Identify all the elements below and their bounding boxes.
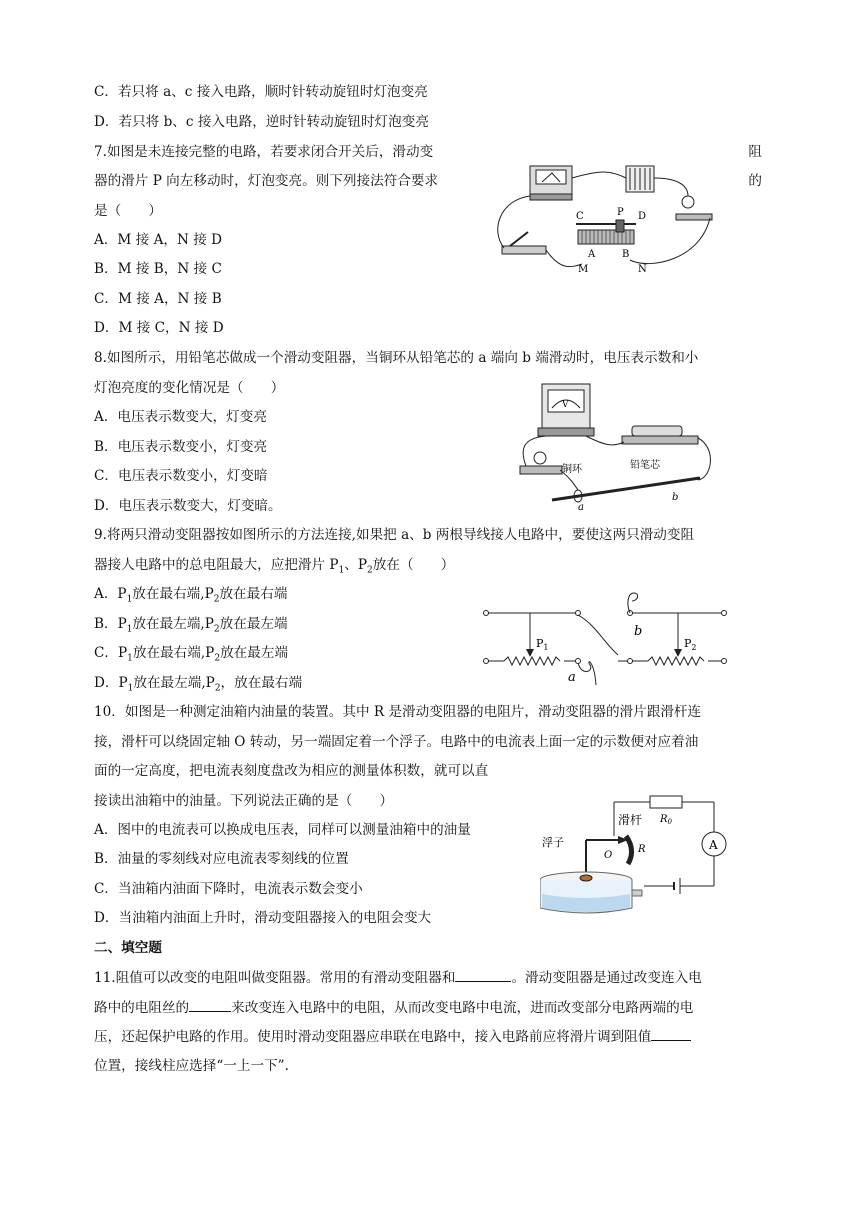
q11-line4: 位置，接线柱应选择“一上一下”. bbox=[94, 1058, 289, 1074]
q10-stem-line1: 10．如图是一种测定油箱内油量的装置。其中 R 是滑动变阻器的电阻片，滑动变阻器的滑片跟滑杆连 bbox=[94, 704, 702, 720]
q10-option-b: B．油量的零刻线对应电流表零刻线的位置 bbox=[94, 851, 349, 867]
q7-circuit-figure bbox=[490, 160, 720, 280]
q7-label-m: M bbox=[578, 264, 589, 275]
q11-blank-2[interactable] bbox=[189, 998, 231, 1012]
q8-circuit-figure bbox=[512, 378, 717, 513]
q8-label-b: b bbox=[672, 492, 679, 503]
q11-line1: 11.阻值可以改变的电阻叫做变阻器。常用的有滑动变阻器和 。滑动变阻器是通过改变连入电 bbox=[94, 970, 702, 986]
q7-label-b: B bbox=[622, 249, 630, 260]
q9-stem-line1: 9.将两只滑动变阻器按如图所示的方法连接,如果把 a、b 两根导线接人电路中，要使这两只滑动变阻 bbox=[94, 527, 695, 543]
q9-option-a: A．$P_1$放在最右端$,P_2$放在最右端 bbox=[94, 586, 288, 605]
q10-label-r: R bbox=[638, 844, 646, 855]
q11-line2: 路中的电阻丝的 来改变连入电路中的电阻，从而改变电路中电流，进而改变部分电路两端的电 bbox=[94, 1000, 694, 1016]
q9-label-a: a bbox=[568, 670, 576, 685]
section-title-fill-in: 二、填空题 bbox=[94, 940, 162, 956]
q11-blank-3[interactable] bbox=[651, 1027, 691, 1041]
q10-stem-line2: 接，滑杆可以绕固定轴 O 转动，另一端固定着一个浮子。电路中的电流表上面一定的示数便对应着油 bbox=[94, 734, 699, 750]
q8-label-v: V bbox=[562, 400, 569, 410]
q10-oil-gauge-figure bbox=[540, 790, 740, 920]
q9-rheostat-figure bbox=[478, 585, 728, 690]
q8-option-a: A．电压表示数变大，灯变亮 bbox=[94, 409, 267, 425]
q10-option-a: A．图中的电流表可以换成电压表，同样可以测量油箱中的油量 bbox=[94, 822, 471, 838]
q7-stem-line2-end: 的 bbox=[748, 173, 762, 189]
q6-option-c: C．若只将 a、c 接入电路，顺时针转动旋钮时灯泡变亮 bbox=[94, 84, 428, 100]
q10-label-float: 浮子 bbox=[542, 836, 564, 849]
q7-stem-line1: 7.如图是未连接完整的电路，若要求闭合开关后，滑动变 bbox=[94, 144, 434, 160]
q8-stem-line1: 8.如图所示，用铅笔芯做成一个滑动变阻器，当铜环从铅笔芯的 a 端向 b 端滑动时，电压表示数和小 bbox=[94, 350, 699, 366]
q9-label-p2: $P_2$ bbox=[684, 637, 697, 652]
q9-option-b: B．$P_1$放在最左端$,P_2$放在最左端 bbox=[94, 616, 288, 635]
q9-option-d: D．$P_1$放在最左端$,P_2$，放在最右端 bbox=[94, 675, 303, 694]
q7-option-a: A．M 接 A，N 接 D bbox=[94, 232, 223, 248]
q10-option-d: D．当油箱内油面上升时，滑动变阻器接入的电阻会变大 bbox=[94, 910, 432, 926]
q8-option-c: C．电压表示数变小，灯变暗 bbox=[94, 468, 268, 484]
q9-option-c: C．$P_1$放在最右端$,P_2$放在最左端 bbox=[94, 645, 289, 664]
q8-option-b: B．电压表示数变小，灯变亮 bbox=[94, 439, 268, 455]
q8-option-d: D．电压表示数变大，灯变暗。 bbox=[94, 498, 282, 514]
q10-label-rod: 滑杆 bbox=[618, 813, 643, 827]
q10-option-c: C．当油箱内油面下降时，电流表示数会变小 bbox=[94, 881, 363, 897]
q11-blank-1[interactable] bbox=[455, 968, 511, 982]
q7-label-c: C bbox=[576, 211, 584, 222]
q9-label-p1: $P_1$ bbox=[536, 637, 549, 652]
q9-stem-line2: 器接人电路中的总电阻最大，应把滑片 $P_1$、$P_2$放在（ ） bbox=[94, 557, 455, 576]
q7-label-p: P bbox=[617, 207, 624, 218]
q7-option-b: B．M 接 B，N 接 C bbox=[94, 261, 222, 277]
q7-label-n: N bbox=[638, 264, 647, 275]
q7-label-a: A bbox=[588, 249, 596, 260]
q6-option-d: D．若只将 b、c 接入电路，逆时针转动旋钮时灯泡变亮 bbox=[94, 114, 429, 130]
q11-line3: 压，还起保护电路的作用。使用时滑动变阻器应串联在电路中，接入电路前应将滑片调到阻值 bbox=[94, 1027, 691, 1046]
q10-label-o: O bbox=[604, 850, 613, 861]
q9-label-b: b bbox=[634, 624, 643, 639]
q8-label-a: a bbox=[578, 502, 584, 513]
q10-stem-line4: 接读出油箱中的油量。下列说法正确的是（ ） bbox=[94, 793, 394, 809]
q8-label-ring: 铜环 bbox=[562, 464, 582, 475]
q8-label-lead: 铅笔芯 bbox=[630, 460, 660, 471]
q7-option-d: D．M 接 C，N 接 D bbox=[94, 320, 224, 336]
q8-stem-line2: 灯泡亮度的变化情况是（ ） bbox=[94, 380, 285, 396]
q7-option-c: C．M 接 A，N 接 B bbox=[94, 291, 222, 307]
q7-stem-line3: 是（ ） bbox=[94, 203, 162, 219]
q7-label-d: D bbox=[638, 211, 647, 222]
q7-stem-line1-end: 阻 bbox=[748, 144, 762, 160]
q10-stem-line3: 面的一定高度，把电流表刻度盘改为相应的测量体积数，就可以直 bbox=[94, 763, 489, 779]
q10-label-r0: $R_0$ bbox=[660, 814, 672, 826]
q7-stem-line2: 器的滑片 P 向左移动时，灯泡变亮。则下列接法符合要求 bbox=[94, 173, 439, 189]
q10-label-ammeter: A bbox=[709, 838, 718, 852]
